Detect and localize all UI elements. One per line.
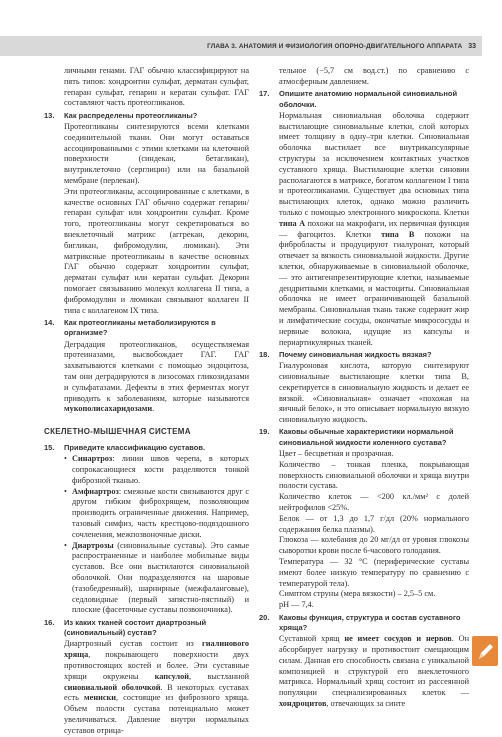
page-number: 33 [468, 42, 476, 50]
question-text: Опишите анатомию нормальной синовиальной оболочки. [279, 89, 458, 109]
text-run: : линии швов черепа, в которых сопрокасающиеся кости разделяются тонкой фиброзной тканью. [72, 454, 249, 485]
pencil-icon [472, 636, 498, 666]
bold-term: мениски [84, 693, 116, 703]
question-14 [44, 318, 249, 339]
question-text: Каковы функция, структура и состав суставного хряща? [279, 612, 461, 633]
bold-term: типа А [279, 218, 306, 228]
bold-term: синовиальной оболочкой [64, 682, 161, 692]
text-run: . В некоторых суставах есть [64, 682, 249, 703]
text-run: (синовиальные суставы). Это самые распространенные и наиболее мобильные виды суставов. Все они выстилаются синовиальной оболочкой. Они подразделяются на шаровые (тазобедренный), шарнирные (межфаланговые), седловидные (первый запястно-пястный) и плоские (фасеточные суставы позвоночника). [72, 540, 249, 615]
question-text: Как распределены протеогликаны? [64, 110, 198, 120]
paragraph: личными генами. ГАГ обычно классифицируют на пять типов: хондроитин сульфат, дерматан сульфат, гепаран сульфат, гепарин и кератан сульфат. ГАГ составляют часть протеогликанов. [64, 66, 249, 108]
text-run: Нормальная синовиальная оболочка содержит выстилающие синовиальные клетки, слой которых имеет толщину в одну–три клетки. Синовиальная оболочка выстилает все внутрикапсулярные структуры за исключением контактных участков суставного хряща. Выстилающие клетки синовии располагаются в матриксе, богатом коллагеном I типа и протеогликанами. Существует два основных типа выстилающих клеток, однако можно различить только с помощью электронного микроскопа. Клетки [279, 110, 469, 217]
question-text: Как протеогликаны метаболизируются в организме? [64, 317, 216, 338]
question-15 [44, 443, 249, 454]
right-column [259, 66, 469, 710]
question-number: 14. [44, 317, 55, 327]
text-run: : смежные кости связываются друг с другом гибким фиброхрящем, позволяющим производить ограниченные движения. Например, тазовый симфиз, часть крестцово-подвздошного сочленения, межпозвоночные диски. [72, 486, 249, 539]
text-run: , отвечающих за синте [326, 699, 406, 708]
question-number: 20. [259, 612, 270, 622]
bold-term: хондроцитов [279, 699, 327, 708]
answer-line: Количество – тонкая пленка, покрывающая поверхность синовиальной оболочки и хряща внутри полости сустава. [279, 459, 469, 491]
question-number: 19. [259, 427, 270, 437]
answer-line: Количество клеток — <200 кл./мм² с долей нейтрофилов <25%. [279, 492, 469, 513]
bullet-mark: • [64, 486, 67, 496]
left-column [44, 66, 249, 737]
answer-line: Глюкоза — колебания до 20 мг/дл от уровня глюкозы сыворотки крови после 6-часового голодания. [279, 535, 469, 556]
bold-term: Синартроз [72, 454, 113, 464]
bold-term: типа В [381, 229, 415, 239]
bullet-mark: • [64, 540, 67, 550]
answer-line: Температура — 32 °С (периферические суставы имеют более низкую температуру по сравнению с температурой тела). [279, 557, 469, 588]
bold-term: капсулой [154, 671, 190, 681]
paragraph: тельное (−5,7 см вод.ст.) по сравнению с атмосферным давлением. [279, 66, 469, 86]
question-number: 13. [44, 110, 55, 120]
text-run: . [152, 404, 155, 414]
question-number: 16. [44, 617, 55, 627]
question-18 [259, 350, 469, 361]
text-run: , выстланной [189, 671, 249, 681]
question-number: 18. [259, 349, 270, 359]
bullet-mark: • [64, 454, 67, 464]
question-text: Из каких тканей состоит диартрозный (синовиальный) сустав? [64, 617, 207, 638]
answer-line: Белок — от 1,3 до 1,7 г/дл (20% нормального содержания белка плазмы). [279, 513, 469, 534]
list-item [44, 541, 249, 617]
text-run: похожи на фибробласты и продуцируют гиалуронат, который отвечает за вязкость синовиальной жидкости. Другие клетки, обнаруживаемые в синовиальной оболочке, — это антигенпрезентирующие клетки, называемые дендритными клетками, и мастоциты. Синовиальная оболочка не имеет ограничивающей базальной мембраны. Синовиальная ткань также содержит жир и лимфатические сосуды, окончатые микрососуды и нервные волокна, идущие из капсулы и периартикулярных тканей. [279, 229, 469, 347]
answer-paragraph [259, 111, 469, 349]
bold-term: Диартрозы [72, 540, 114, 550]
question-text: Приведите классификацию суставов. [64, 442, 206, 452]
text-run: Деградация протеогликанов, осуществляемая протеиназами, высвобождает ГАГ. ГАГ захватываются клетками с помощью эндоцитоза, там они деградируются в лизосомах гликозидазами и сульфатазами. Дефекты в этих ферментах могут приводить к заболеваниям, которые называются [64, 339, 249, 403]
answer-line: Цвет – бесцветная и прозрачная. [279, 449, 394, 459]
answer-paragraph: Протеогликаны синтезируются всеми клетками соединительной ткани. Они могут оставаться ассоциированными с этими клетками на клеточной поверхности (синдекан, бетагликан), внутриклеточно (серглицин) или на базальной мембране (перлекан). [64, 121, 249, 185]
question-13 [44, 111, 249, 122]
answer-paragraph: Гиалуроновая кислота, которую синтезируют синовиальные выстилающие клетки типа В, секретируется в синовиальную жидкость и делает ее вязкой. «Синовиальная» означает «похожая на яичный белок», и это описывает нормальную вязкую синовиальную жидкость. [279, 361, 469, 425]
question-text: Почему синовиальная жидкость вязкая? [279, 349, 432, 359]
chapter-title: ГЛАВА 3. АНАТОМИЯ И ФИЗИОЛОГИЯ ОПОРНО-ДВИГАТЕЛЬНОГО АППАРАТА [207, 42, 463, 50]
answer-line: pH — 7,4. [279, 600, 314, 610]
list-item [44, 454, 249, 486]
question-number: 15. [44, 442, 55, 452]
question-17 [259, 89, 469, 110]
answer-paragraph [259, 634, 469, 710]
bold-term: Амфиартроз [72, 486, 119, 496]
text-run: Диартрозный сустав состоит из [64, 639, 203, 649]
question-20 [259, 613, 469, 634]
text-run: Суставной хрящ [279, 634, 345, 644]
text-run: похожи на макрофаги, их первичная функция — фагоцитоз. Клетки [279, 218, 469, 239]
question-16 [44, 618, 249, 639]
text-run: . Он абсорбирует нагрузку и противостоит смещающим силам. Данная его способность связана с уникальной композицией и структурой его внеклеточного матрикса. Нормальный хрящ состоит из рассеянной популяции специализированных клеток — [279, 634, 469, 698]
list-item [44, 487, 249, 541]
section-heading: СКЕЛЕТНО-МЫШЕЧНАЯ СИСТЕМА [44, 427, 191, 437]
answer-paragraph [44, 340, 249, 416]
text-run: , покрывающего поверхности двух противостоящих костей и более. Эти суставные хрящи окружены [64, 650, 249, 681]
chapter-header-bar [0, 36, 482, 56]
answer-paragraph: Эти протеогликаны, ассоциированные с клетками, в качестве основных ГАГ обычно содержат гепарин/гепаран сульфат или хондроитин сульфат. Кроме того, протеогликаны могут секретироваться во внеклеточный матрикс (аггрекан, декорин, бигликан, фибромодулин, люмикан). Эти матриксные протеогликаны в качестве основных ГАГ обычно содержат хондроитин сульфат, дерматан сульфат или кератан сульфат. Декорин помогает связыванию молекул коллагена II типа, а фибромодулин и люмикан связывают коллаген II типа с коллагеном IX типа. [64, 186, 249, 315]
bold-term: не имеет сосудов и нервов [344, 634, 452, 644]
question-19 [259, 427, 469, 448]
text-run: , состоящие из фиброзного хряща. Объем полости сустава потенциально может увеличиваться. Давление внутри нормальных суставов отрица- [64, 693, 249, 735]
bold-term: гиалинового хряща [64, 639, 249, 660]
answer-line: Симптом струны (мера вязкости) – 2,5–5 см. [279, 589, 436, 599]
answer-paragraph [44, 639, 249, 736]
question-text: Каковы обычные характеристики нормальной синовиальной жидкости коленного сустава? [279, 427, 454, 447]
bold-term: мукополисахаридозами [64, 404, 153, 414]
question-number: 17. [259, 89, 270, 99]
